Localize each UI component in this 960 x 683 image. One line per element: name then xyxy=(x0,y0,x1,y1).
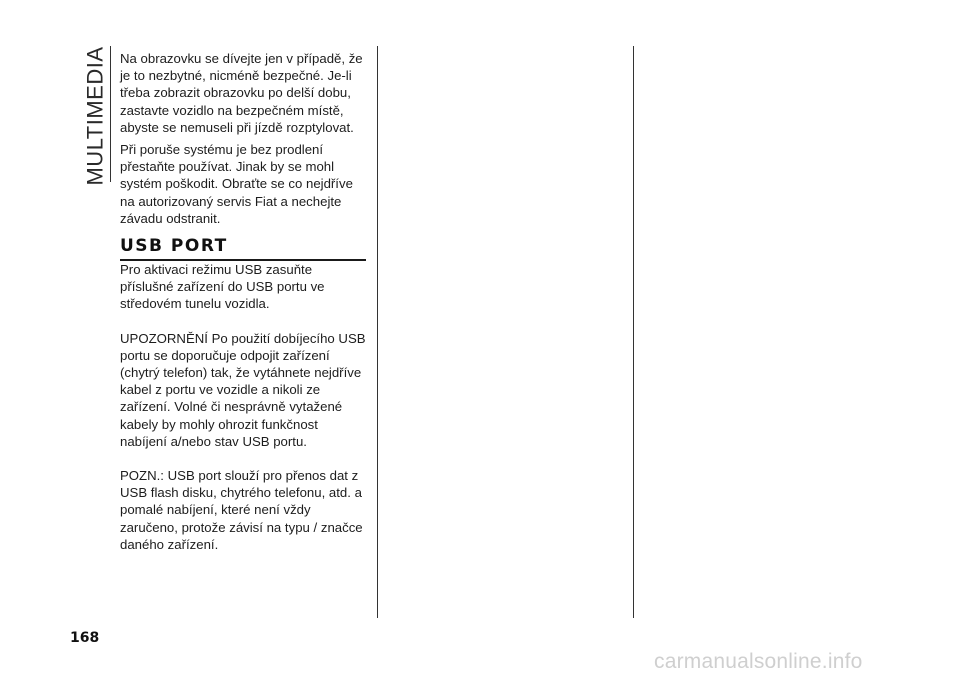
usb-warning: UPOZORNĚNÍ Po použití dobíjecího USB portu se doporučuje odpojit zařízení (chytrý telefon) tak, že vytáhnete nejdříve kabel z portu ve vozidle a nikoli ze zařízení. Volné či nesprávně vytažené kabely by mohly ohrozit funkčnost nabíjení a/nebo stav USB portu. xyxy=(120,330,366,449)
intro-paragraph-1: Na obrazovku se dívejte jen v případě, že je to nezbytné, nicméně bezpečné. Je-li třeba zobrazit obrazovku po delší dobu, zastavte vozidlo na bezpečném místě, abyste se nemuseli při jízdě rozptylovat. xyxy=(120,51,363,135)
usb-heading-text: USB PORT xyxy=(120,236,228,257)
watermark: carmanualsonline.info xyxy=(654,650,863,673)
usb-note: POZN.: USB port slouží pro přenos dat z USB flash disku, chytrého telefonu, atd. a pomalé nabíjení, které není vždy zaručeno, protože závisí na typu / značce daného zařízení. xyxy=(120,468,363,552)
page-number: 168 xyxy=(70,630,100,646)
text-column xyxy=(120,50,368,553)
section-tab-rule xyxy=(110,46,111,182)
section-tab-label: MULTIMEDIA xyxy=(83,46,109,186)
column-divider-2 xyxy=(633,46,634,618)
usb-section-heading xyxy=(120,235,366,261)
section-tab xyxy=(83,46,109,186)
column-divider-1 xyxy=(377,46,378,618)
intro-paragraph-2: Při poruše systému je bez prodlení přestaňte používat. Jinak by se mohl systém poškodit. Obraťte se co nejdříve na autorizovaný servis Fiat a nechejte závadu odstranit. xyxy=(120,142,353,226)
usb-paragraph-1: Pro aktivaci režimu USB zasuňte příslušné zařízení do USB portu ve středovém tunelu vozidla. xyxy=(120,262,325,312)
